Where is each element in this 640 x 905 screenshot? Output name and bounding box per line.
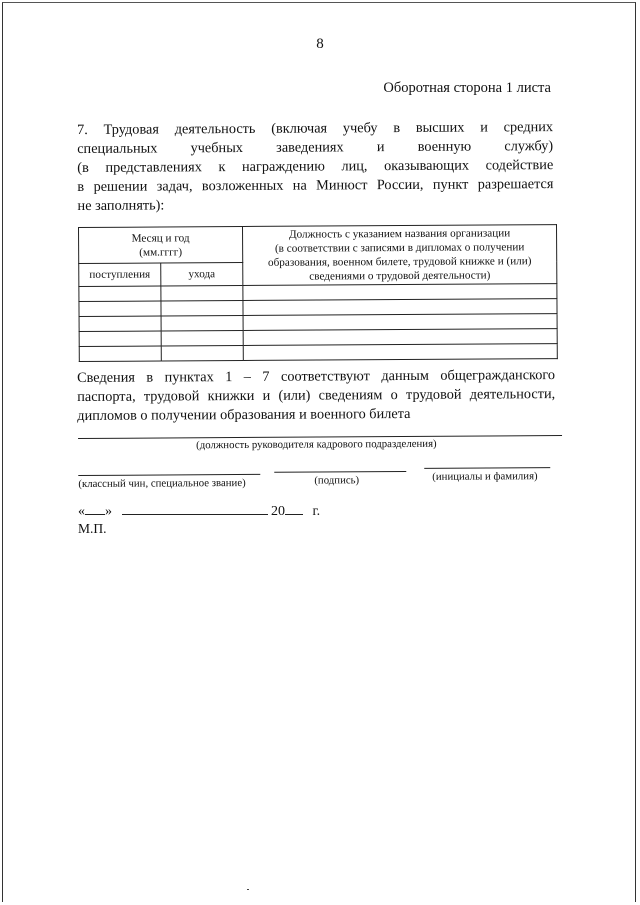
signature-caption: (подпись) [314, 474, 360, 487]
position-header-line: (в соответствии с записями в дипломах о получении [274, 241, 525, 255]
month-year-header-line: (мм.гггг) [139, 246, 183, 259]
section-7-line: 7. Трудовая деятельность (включая учебу в высших и средних [77, 119, 554, 138]
admission-header: поступления [79, 263, 161, 286]
section-7-line: специальных учебных заведениях и военную службу) [77, 138, 554, 157]
year-suffix: г. [312, 504, 321, 519]
date-row [78, 502, 320, 520]
statement-paragraph [77, 366, 555, 426]
page-side-label: Оборотная сторона 1 листа [383, 80, 551, 96]
statement-line: паспорта, трудовой книжки и (или) сведениям о трудовой деятельности, [77, 386, 556, 405]
year-prefix: 20 [271, 504, 285, 519]
leaving-cell[interactable] [161, 345, 243, 361]
statement-line: дипломов о получении образования и военного билета [77, 405, 411, 424]
section-7-line: (в представлениях к награждению лиц, оказывающих содействие [77, 157, 554, 176]
close-quote: » [105, 504, 112, 519]
leaving-cell[interactable] [161, 315, 243, 331]
table-row [79, 344, 557, 362]
scan-speck [247, 889, 249, 890]
leaving-cell[interactable] [161, 330, 243, 346]
month-field[interactable] [122, 502, 268, 515]
head-position-caption: (должность руководителя кадрового подразделения) [196, 437, 437, 452]
admission-cell[interactable] [79, 346, 161, 362]
section-7-line: не заполнять): [77, 197, 165, 214]
admission-cell[interactable] [79, 301, 161, 317]
leaving-cell[interactable] [161, 300, 243, 316]
position-cell[interactable] [243, 344, 557, 361]
admission-cell[interactable] [79, 316, 161, 332]
day-field[interactable] [85, 502, 105, 515]
position-header [242, 225, 556, 286]
work-history-table [78, 224, 558, 362]
open-quote: « [78, 504, 85, 519]
month-year-header-line: Месяц и год [131, 231, 190, 245]
admission-cell[interactable] [79, 331, 161, 347]
section-7-line: в решении задач, возложенных на Минюст России, пункт разрешается [77, 176, 554, 195]
month-year-header [79, 226, 243, 263]
statement-line: Сведения в пунктах 1 – 7 соответствуют данным общегражданского [77, 367, 556, 386]
stamp-label: М.П. [78, 521, 107, 536]
position-header-line: Должность с указанием названия организации [288, 227, 511, 241]
admission-cell[interactable] [79, 286, 161, 302]
position-header-line: образования, военном билете, трудовой книжке и (или) [267, 255, 532, 269]
rank-caption: (классный чин, специальное звание) [78, 476, 246, 490]
leaving-header: ухода [161, 263, 243, 286]
page-number: 8 [316, 36, 324, 52]
name-caption: (инициалы и фамилия) [432, 470, 538, 483]
year-field[interactable] [285, 502, 303, 515]
position-header-line: сведениями о трудовой деятельности) [309, 269, 491, 283]
section-7-paragraph [77, 118, 554, 216]
leaving-cell[interactable] [161, 285, 243, 301]
